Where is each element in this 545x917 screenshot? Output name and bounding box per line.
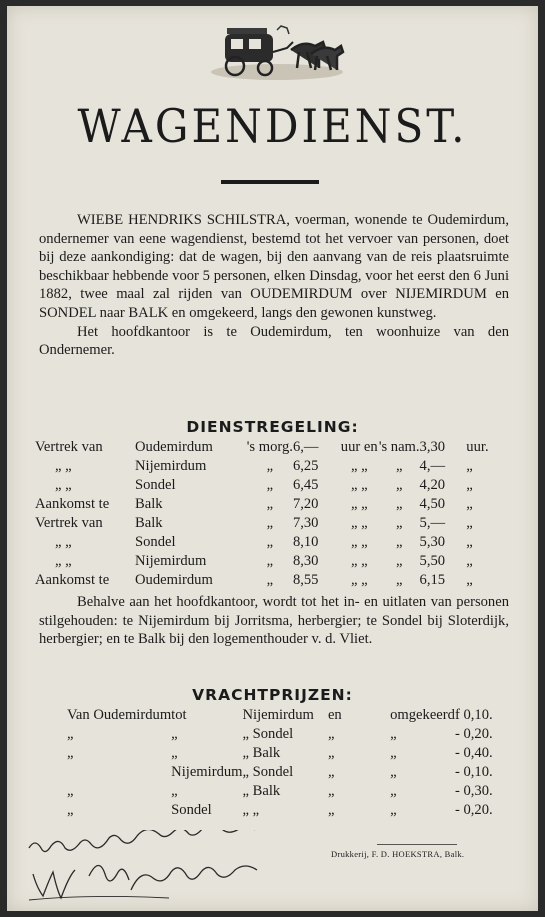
schedule-cell: „ bbox=[395, 496, 403, 512]
freight-cell: „ bbox=[67, 802, 74, 818]
schedule-cell: uur en bbox=[340, 439, 378, 455]
office-paragraph: Het hoofdkantoor is te Oudemirdum, ten woonhuize van den Ondernemer. bbox=[39, 323, 509, 359]
freight-cell: „ Sondel bbox=[242, 764, 294, 780]
schedule-cell: 's morg. bbox=[246, 439, 293, 455]
freight-cell: „ bbox=[390, 745, 397, 761]
freight-cell: „ bbox=[390, 726, 397, 742]
freight-cell bbox=[67, 763, 171, 782]
schedule-row bbox=[35, 438, 505, 457]
schedule-row bbox=[35, 552, 505, 571]
schedule-cell: „ „ bbox=[55, 458, 72, 474]
schedule-cell: 3,30 bbox=[419, 439, 446, 455]
schedule-cell: „ „ bbox=[55, 553, 72, 569]
freight-cell: „ bbox=[67, 783, 74, 799]
schedule-cell: Oudemirdum bbox=[134, 439, 213, 455]
schedule-cell: 5,50 bbox=[419, 553, 446, 569]
freight-cell: „ bbox=[327, 745, 335, 761]
freight-row bbox=[67, 725, 497, 744]
handwritten-signature bbox=[19, 830, 319, 910]
schedule-cell: „ bbox=[266, 496, 274, 512]
stops-paragraph: Behalve aan het hoofdkantoor, wordt tot het in- en uitlaten van personen stilgehouden: te Nijemirdum bij Jorritsma, herbergier; te Sondel bij Sloterdijk, herbergier; en te Balk bij den logementhouder v. d. Vliet. bbox=[39, 594, 509, 648]
schedule-row bbox=[35, 495, 505, 514]
freight-cell: Sondel bbox=[171, 802, 212, 818]
schedule-heading: DIENSTREGELING: bbox=[186, 418, 359, 436]
schedule-cell: Vertrek van bbox=[35, 515, 103, 531]
schedule-cell: „ „ bbox=[55, 477, 72, 493]
schedule-cell: „ bbox=[266, 553, 274, 569]
schedule-cell: 8,55 bbox=[292, 572, 319, 588]
schedule-cell: „ bbox=[466, 553, 473, 569]
schedule-cell: „ bbox=[395, 572, 403, 588]
freight-cell: f 0,10. bbox=[454, 707, 493, 723]
schedule-cell: „ bbox=[266, 572, 274, 588]
schedule-row bbox=[35, 457, 505, 476]
freight-cell: „ bbox=[390, 783, 397, 799]
schedule-cell: uur. bbox=[466, 439, 489, 455]
schedule-cell: Aankomst te bbox=[35, 496, 110, 512]
schedule-row bbox=[35, 476, 505, 495]
stagecoach-vignette bbox=[207, 22, 347, 84]
schedule-cell: 8,10 bbox=[292, 534, 319, 550]
title-divider bbox=[221, 180, 319, 184]
schedule-cell: „ bbox=[466, 458, 473, 474]
schedule-row bbox=[35, 514, 505, 533]
freight-cell: „ bbox=[171, 745, 178, 761]
schedule-cell: „ „ bbox=[350, 496, 368, 512]
schedule-cell: „ bbox=[466, 496, 473, 512]
schedule-table bbox=[35, 438, 505, 590]
schedule-cell: 7,30 bbox=[292, 515, 319, 531]
schedule-cell: 6,25 bbox=[292, 458, 319, 474]
freight-cell: „ Balk bbox=[242, 783, 281, 799]
schedule-cell: Balk bbox=[134, 496, 163, 512]
freight-cell: „ bbox=[327, 764, 335, 780]
freight-row bbox=[67, 706, 497, 725]
freight-cell: „ bbox=[67, 726, 74, 742]
freight-row bbox=[67, 801, 497, 820]
schedule-cell: Oudemirdum bbox=[134, 572, 213, 588]
schedule-cell: „ bbox=[395, 477, 403, 493]
freight-row bbox=[67, 744, 497, 763]
schedule-cell: 4,— bbox=[419, 458, 446, 474]
freight-cell: - 0,30. bbox=[454, 783, 493, 799]
schedule-cell: 6,— bbox=[292, 439, 319, 455]
freight-cell: - 0,20. bbox=[454, 726, 493, 742]
schedule-cell: „ bbox=[266, 477, 274, 493]
schedule-cell: 5,— bbox=[419, 515, 446, 531]
freight-cell: „ bbox=[171, 726, 178, 742]
schedule-cell: 4,50 bbox=[419, 496, 446, 512]
freight-cell: „ bbox=[327, 783, 335, 799]
freight-heading: VRACHTPRIJZEN: bbox=[192, 686, 353, 704]
freight-table bbox=[67, 706, 497, 820]
schedule-cell: 5,30 bbox=[419, 534, 446, 550]
freight-cell: „ bbox=[327, 726, 335, 742]
schedule-cell: „ bbox=[466, 534, 473, 550]
poster-title: WAGENDIENST. bbox=[77, 100, 468, 153]
freight-row bbox=[67, 763, 497, 782]
schedule-row bbox=[35, 533, 505, 552]
schedule-cell: „ bbox=[266, 515, 274, 531]
schedule-cell: „ bbox=[466, 515, 473, 531]
freight-cell: „ „ bbox=[242, 802, 260, 818]
schedule-cell: „ bbox=[266, 458, 274, 474]
freight-cell: omgekeerd bbox=[390, 707, 455, 723]
announcement-paragraph: WIEBE HENDRIKS SCHILSTRA, voerman, wonende te Oudemirdum, ondernemer van eene wagendienst, bestemd tot het vervoer van personen, doet bij deze aankondiging: dat de wagen, bij den aanvang van de reis plaatsruimte beschikbaar hebbende voor 5 personen, elken Dinsdag, voor het eerst den 6 Juni 1882, twee maal zal rijden van OUDEMIRDUM over NIJEMIRDUM en SONDEL naar BALK en omgekeerd, langs den gewonen kunstweg. bbox=[39, 212, 509, 321]
schedule-cell: Sondel bbox=[134, 477, 176, 493]
freight-cell: Nijemirdum bbox=[171, 764, 243, 780]
schedule-cell: „ „ bbox=[350, 515, 368, 531]
schedule-cell: Sondel bbox=[134, 534, 176, 550]
schedule-cell: „ „ bbox=[350, 572, 368, 588]
schedule-cell: 6,45 bbox=[292, 477, 319, 493]
schedule-cell: 6,15 bbox=[419, 572, 446, 588]
schedule-cell: 8,30 bbox=[292, 553, 319, 569]
schedule-cell: Nijemirdum bbox=[134, 458, 207, 474]
schedule-cell: „ bbox=[395, 534, 403, 550]
freight-cell: - 0,40. bbox=[454, 745, 493, 761]
schedule-cell: „ bbox=[395, 515, 403, 531]
schedule-cell: 7,20 bbox=[292, 496, 319, 512]
stops-note bbox=[39, 593, 509, 649]
freight-cell: tot bbox=[171, 707, 187, 723]
freight-cell: Van Oudemirdum bbox=[67, 707, 172, 723]
schedule-cell: „ bbox=[466, 572, 473, 588]
freight-cell: „ bbox=[67, 745, 74, 761]
schedule-cell: „ „ bbox=[55, 534, 72, 550]
schedule-cell: Vertrek van bbox=[35, 439, 103, 455]
schedule-cell: „ „ bbox=[350, 534, 368, 550]
schedule-row bbox=[35, 571, 505, 590]
schedule-cell: 4,20 bbox=[419, 477, 446, 493]
freight-cell: en bbox=[327, 707, 342, 723]
freight-cell: „ bbox=[327, 802, 335, 818]
freight-cell: Nijemirdum bbox=[242, 707, 314, 723]
freight-cell: - 0,20. bbox=[454, 802, 493, 818]
schedule-cell: 's nam. bbox=[378, 439, 420, 455]
freight-cell: „ Balk bbox=[242, 745, 281, 761]
poster-sheet bbox=[7, 6, 538, 911]
schedule-cell: „ „ bbox=[350, 553, 368, 569]
schedule-cell: „ bbox=[395, 458, 403, 474]
printer-rule bbox=[377, 844, 457, 845]
schedule-cell: Balk bbox=[134, 515, 163, 531]
printer-credit: Drukkerij, F. D. HOEKSTRA, Balk. bbox=[331, 849, 465, 859]
freight-cell: „ bbox=[171, 783, 178, 799]
schedule-cell: „ „ bbox=[350, 477, 368, 493]
schedule-cell: „ „ bbox=[350, 458, 368, 474]
schedule-cell: Nijemirdum bbox=[134, 553, 207, 569]
freight-cell: „ Sondel bbox=[242, 726, 294, 742]
schedule-cell: Aankomst te bbox=[35, 572, 110, 588]
freight-cell: „ bbox=[390, 802, 397, 818]
schedule-cell: „ bbox=[266, 534, 274, 550]
freight-row bbox=[67, 782, 497, 801]
announcement-text bbox=[39, 211, 509, 360]
schedule-cell: „ bbox=[395, 553, 403, 569]
schedule-cell: „ bbox=[466, 477, 473, 493]
freight-cell: „ bbox=[390, 764, 397, 780]
freight-cell: - 0,10. bbox=[454, 764, 493, 780]
